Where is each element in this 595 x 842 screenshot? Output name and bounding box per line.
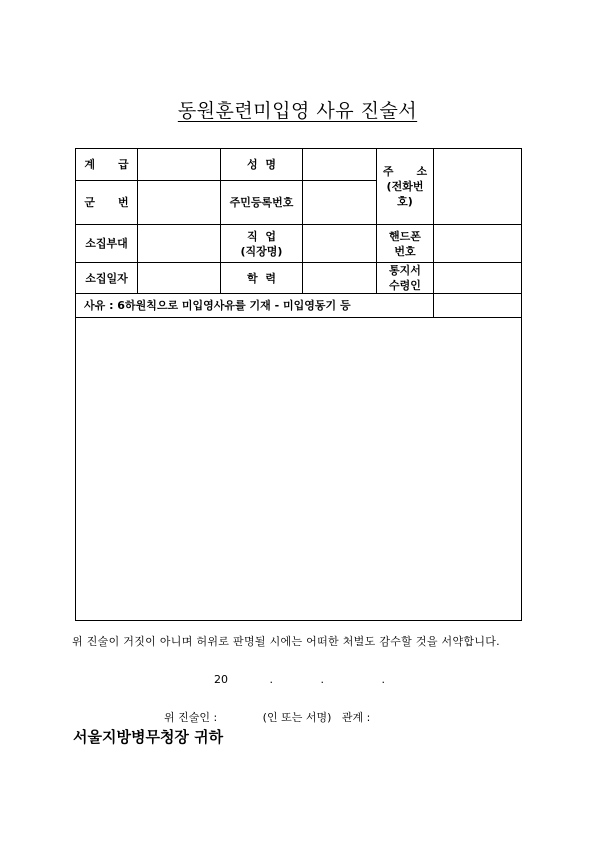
address-field[interactable] (434, 149, 522, 225)
service-number-field[interactable] (138, 181, 221, 225)
statement-form-table (75, 148, 522, 621)
address-label-top: 주 소 (382, 165, 428, 178)
unit-label: 소집부대 (76, 225, 138, 263)
address-label (377, 149, 434, 225)
education-label: 학 력 (221, 263, 303, 294)
reason-label: 사유 : 6하원칙으로 미입영사유를 기재 - 미입영동기 등 (76, 294, 434, 318)
date-dot-2: . (320, 673, 324, 686)
pledge-text: 위 진술이 거짓이 아니며 허위로 판명될 시에는 어떠한 처벌도 감수할 것을 서약합니다. (72, 635, 500, 648)
education-field[interactable] (303, 263, 377, 294)
unit-field[interactable] (138, 225, 221, 263)
date-line (214, 673, 385, 686)
rank-field[interactable] (138, 149, 221, 181)
resident-number-field[interactable] (303, 181, 377, 225)
date-dot-1: . (269, 673, 273, 686)
rank-label: 계 급 (76, 149, 138, 181)
service-number-label: 군 번 (76, 181, 138, 225)
summon-date-field[interactable] (138, 263, 221, 294)
mobile-field[interactable] (434, 225, 522, 263)
date-year-prefix: 20 (214, 673, 228, 686)
date-dot-3: . (381, 673, 385, 686)
mobile-label: 핸드폰 번호 (377, 225, 434, 263)
address-label-bottom: (전화번호) (386, 180, 424, 208)
notice-recipient-label: 통지서 수령인 (377, 263, 434, 294)
job-label-main: 직 업 (247, 229, 276, 243)
summon-date-label: 소집일자 (76, 263, 138, 294)
addressee: 서울지방병무청장 귀하 (73, 728, 224, 746)
document-title: 동원훈련미입영 사유 진술서 (177, 100, 418, 122)
job-field[interactable] (303, 225, 377, 263)
reason-field[interactable] (76, 318, 522, 621)
name-field[interactable] (303, 149, 377, 181)
job-label-sub: (직장명) (240, 244, 283, 258)
signature-line: 위 진술인 : (인 또는 서명) 관계 : (164, 711, 371, 724)
notice-recipient-field[interactable] (434, 263, 522, 294)
resident-number-label: 주민등록번호 (221, 181, 303, 225)
job-label (221, 225, 303, 263)
name-label: 성 명 (221, 149, 303, 181)
reason-side-cell (434, 294, 522, 318)
